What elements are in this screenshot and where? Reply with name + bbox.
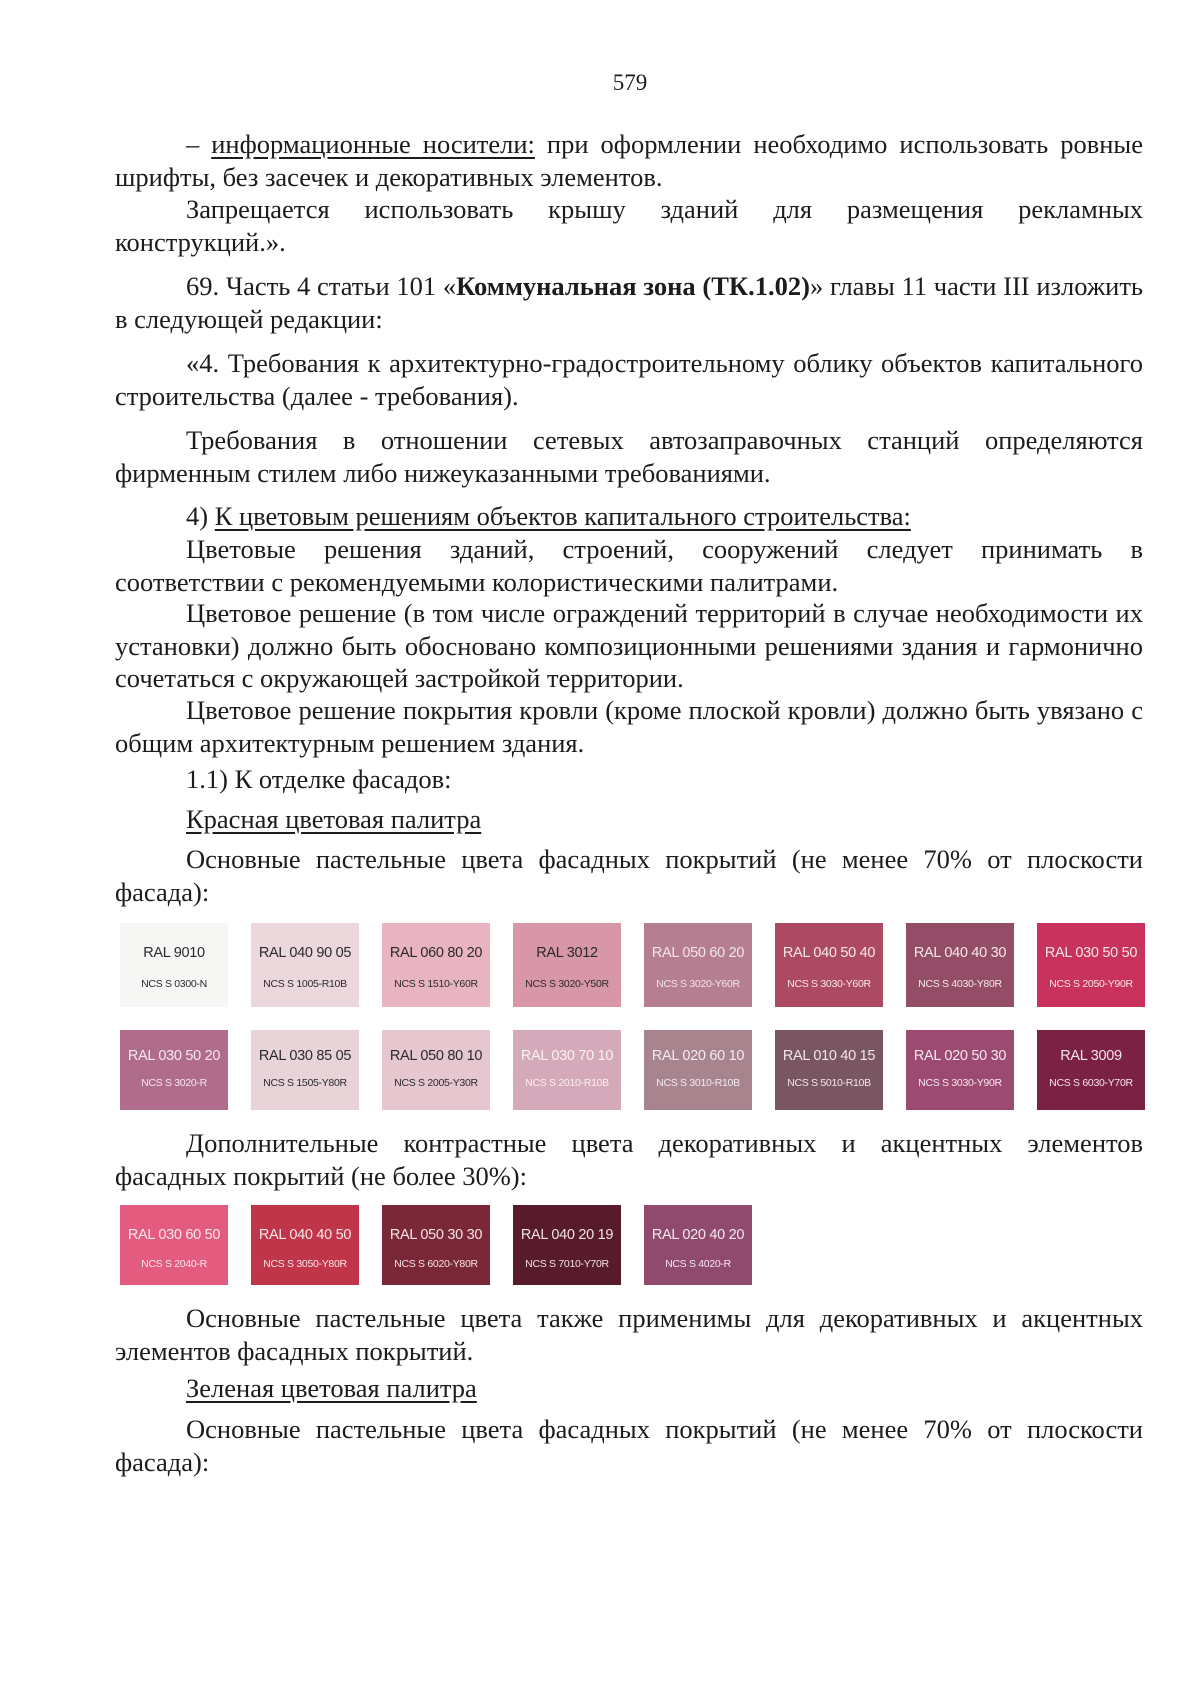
ncs-code: NCS S 7010-Y70R: [525, 1258, 609, 1270]
color-swatch: [120, 1030, 228, 1110]
ncs-code: NCS S 1505-Y80R: [263, 1077, 347, 1089]
color-swatch: [120, 1205, 228, 1285]
paragraph-item-69: [115, 270, 1143, 335]
red-palette-title: Красная цветовая палитра: [186, 804, 482, 834]
ncs-code: NCS S 2050-Y90R: [1049, 978, 1133, 990]
paragraph-information-carriers: [115, 128, 1143, 193]
ral-code: RAL 020 40 20: [651, 1227, 745, 1243]
color-swatch: [120, 923, 228, 1007]
ncs-code: NCS S 3050-Y80R: [263, 1258, 347, 1270]
ncs-code: NCS S 3030-Y90R: [918, 1077, 1002, 1089]
ral-code: RAL 030 70 10: [520, 1048, 614, 1064]
color-swatch: [775, 923, 883, 1007]
dash: –: [186, 129, 212, 159]
ral-code: RAL 040 50 40: [782, 945, 876, 961]
ncs-code: NCS S 3030-Y60R: [787, 978, 871, 990]
zone-name: Коммунальная зона (ТК.1.02): [456, 271, 810, 301]
ncs-code: NCS S 3020-Y60R: [656, 978, 740, 990]
ral-code: RAL 020 50 30: [913, 1048, 1007, 1064]
paragraph-gas-stations: Требования в отношении сетевых автозаправочных станций определяются фирменным стилем либо нижеуказанными требованиями.: [115, 425, 1143, 488]
ral-code: RAL 040 40 30: [913, 945, 1007, 961]
item-69-tail: » главы 11 части III изложить в следующей редакции:: [115, 271, 1143, 334]
ral-code: RAL 3012: [536, 945, 598, 961]
color-swatch: [1037, 923, 1145, 1007]
paragraph-green-base-colors: Основные пастельные цвета фасадных покрытий (не менее 70% от плоскости фасада):: [115, 1414, 1143, 1477]
ral-code: RAL 060 80 20: [389, 945, 483, 961]
ral-code: RAL 050 60 20: [651, 945, 745, 961]
paragraph-color-palettes: Цветовые решения зданий, строений, сооружений следует принимать в соответствии с рекомендуемыми колористическими палитрами.: [115, 534, 1143, 597]
item-number: 4): [186, 501, 215, 531]
ral-code: RAL 030 60 50: [127, 1227, 221, 1243]
ncs-code: NCS S 2040-R: [141, 1258, 207, 1270]
ral-code: RAL 040 40 50: [258, 1227, 352, 1243]
color-swatch: [513, 923, 621, 1007]
item-69-lead: 69. Часть 4 статьи 101 «: [186, 271, 457, 301]
green-palette-heading: [115, 1372, 1143, 1405]
color-swatch: [906, 923, 1014, 1007]
ncs-code: NCS S 5010-R10B: [787, 1077, 871, 1089]
ral-code: RAL 030 85 05: [258, 1048, 352, 1064]
paragraph-accent-colors: Дополнительные контрастные цвета декоративных и акцентных элементов фасадных покрытий (не более 30%):: [115, 1128, 1143, 1191]
ral-code: RAL 040 20 19: [520, 1227, 614, 1243]
color-swatch: [644, 1205, 752, 1285]
color-solutions-heading: К цветовым решениям объектов капитального строительства:: [214, 501, 911, 531]
paragraph-roof-color: Цветовое решение покрытия кровли (кроме плоской кровли) должно быть увязано с общим архитектурным решением здания.: [115, 695, 1143, 758]
color-swatch: [513, 1205, 621, 1285]
ral-code: RAL 030 50 50: [1044, 945, 1138, 961]
color-swatch: [382, 1030, 490, 1110]
ncs-code: NCS S 6030-Y70R: [1049, 1077, 1133, 1089]
ral-code: RAL 050 80 10: [389, 1048, 483, 1064]
paragraph-color-solutions-heading: [115, 500, 1143, 533]
ncs-code: NCS S 4030-Y80R: [918, 978, 1002, 990]
red-palette-heading: [115, 803, 1143, 836]
color-swatch: [644, 923, 752, 1007]
paragraph-facade-finish: 1.1) К отделке фасадов:: [186, 764, 452, 794]
ral-code: RAL 050 30 30: [389, 1227, 483, 1243]
ncs-code: NCS S 4020-R: [665, 1258, 731, 1270]
color-swatch: [644, 1030, 752, 1110]
paragraph-fence-colors: Цветовое решение (в том числе ограждений территорий в случае необходимости их установки) должно быть обосновано композиционными решениями здания и гармонично сочетаться с окружающей застройкой территории.: [115, 598, 1143, 693]
color-swatch: [251, 923, 359, 1007]
color-swatch: [382, 923, 490, 1007]
paragraph-requirements: «4. Требования к архитектурно-градостроительному облику объектов капитального строительства (далее - требования).: [115, 348, 1143, 411]
term-information-carriers: информационные носители:: [211, 129, 535, 159]
color-swatch: [513, 1030, 621, 1110]
ncs-code: NCS S 6020-Y80R: [394, 1258, 478, 1270]
color-swatch: [775, 1030, 883, 1110]
green-palette-title: Зеленая цветовая палитра: [186, 1373, 477, 1403]
ncs-code: NCS S 2005-Y30R: [394, 1077, 478, 1089]
paragraph-base-also: Основные пастельные цвета также применимы для декоративных и акцентных элементов фасадных покрытий.: [115, 1303, 1143, 1366]
ral-code: RAL 3009: [1060, 1048, 1122, 1064]
ncs-code: NCS S 3020-Y50R: [525, 978, 609, 990]
ral-code: RAL 9010: [143, 945, 205, 961]
ncs-code: NCS S 1005-R10B: [263, 978, 347, 990]
page-number: 579: [612, 70, 648, 95]
paragraph-base-colors: Основные пастельные цвета фасадных покрытий (не менее 70% от плоскости фасада):: [115, 844, 1143, 907]
ral-code: RAL 040 90 05: [258, 945, 352, 961]
ncs-code: NCS S 0300-N: [141, 978, 207, 990]
ncs-code: NCS S 2010-R10B: [525, 1077, 609, 1089]
color-swatch: [1037, 1030, 1145, 1110]
ral-code: RAL 010 40 15: [782, 1048, 876, 1064]
color-swatch: [906, 1030, 1014, 1110]
color-swatch: [251, 1205, 359, 1285]
ral-code: RAL 030 50 20: [127, 1048, 221, 1064]
ncs-code: NCS S 3010-R10B: [656, 1077, 740, 1089]
ncs-code: NCS S 3020-R: [141, 1077, 207, 1089]
ncs-code: NCS S 1510-Y60R: [394, 978, 478, 990]
color-swatch: [251, 1030, 359, 1110]
ral-code: RAL 020 60 10: [651, 1048, 745, 1064]
color-swatch: [382, 1205, 490, 1285]
paragraph-text: при оформлении необходимо использовать ровные шрифты, без засечек и декоративных элементов.: [115, 129, 1143, 192]
paragraph-roof-ban: Запрещается использовать крышу зданий для размещения рекламных конструкций.».: [115, 194, 1143, 257]
